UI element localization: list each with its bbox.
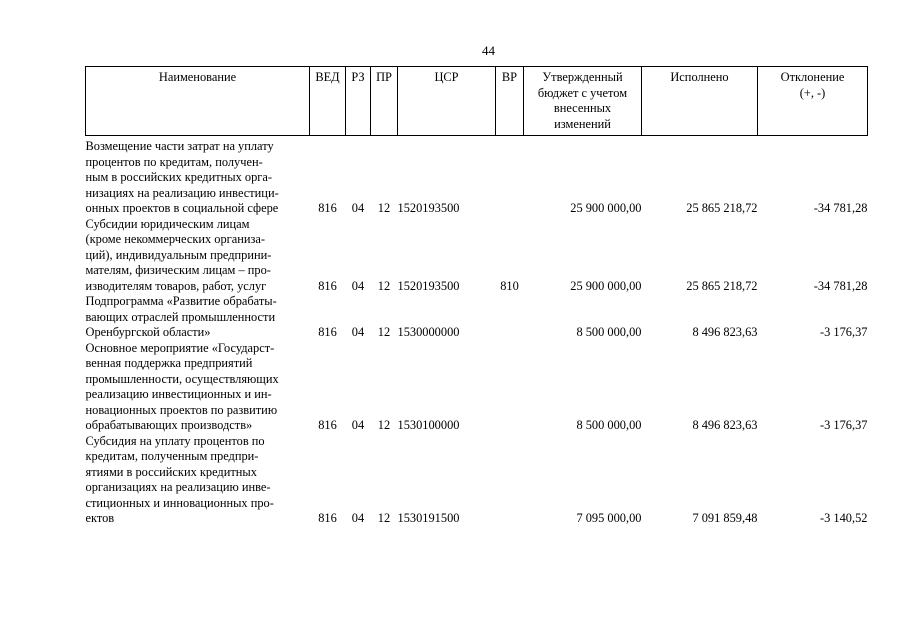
- header-approved: Утвержденный бюджет с учетом внесенных изменений: [524, 67, 642, 136]
- table-row: [86, 294, 868, 341]
- row-rz: 04: [351, 325, 365, 339]
- row-vr: [496, 434, 524, 527]
- row-vr: [496, 136, 524, 217]
- row-approved: 25 900 000,00: [570, 278, 642, 293]
- row-deviation: -34 781,28: [813, 278, 868, 293]
- row-name: Подпрограмма «Развитие обрабаты- вающих отраслей промышленности Оренбургской области»: [85, 294, 277, 339]
- row-pr: 12: [377, 418, 391, 432]
- header-executed: Исполнено: [642, 67, 758, 136]
- row-executed: 8 496 823,63: [692, 325, 758, 339]
- row-vr: 810: [500, 278, 519, 293]
- row-ved: 816: [318, 418, 337, 432]
- row-ved: 816: [318, 278, 337, 293]
- row-ved: 816: [318, 511, 337, 525]
- header-rz: РЗ: [346, 67, 371, 136]
- header-name: Наименование: [86, 67, 310, 136]
- table-row: [86, 341, 868, 434]
- row-approved: 8 500 000,00: [576, 325, 642, 339]
- header-vr: ВР: [496, 67, 524, 136]
- row-deviation: -34 781,28: [813, 201, 868, 215]
- row-ved: 816: [318, 201, 337, 215]
- row-pr: 12: [377, 325, 391, 339]
- row-deviation: -3 140,52: [820, 511, 868, 525]
- row-csr: 1530100000: [397, 418, 460, 432]
- row-deviation: -3 176,37: [820, 325, 868, 339]
- row-executed: 25 865 218,72: [686, 278, 758, 293]
- row-csr: 1530191500: [397, 511, 460, 525]
- row-rz: 04: [351, 418, 365, 432]
- row-pr: 12: [377, 511, 391, 525]
- header-pr: ПР: [371, 67, 398, 136]
- row-rz: 04: [351, 278, 365, 293]
- row-name: Основное мероприятие «Государст- венная поддержка предприятий промышленности, осуществляющих реализацию инвестиционных и ин- новационных проектов по развитию обрабатывающих производств»: [85, 340, 279, 432]
- budget-table: [85, 66, 868, 527]
- row-approved: 8 500 000,00: [576, 418, 642, 432]
- row-csr: 1530000000: [397, 325, 460, 339]
- header-csr: ЦСР: [398, 67, 496, 136]
- table-row: [86, 136, 868, 217]
- header-ved: ВЕД: [310, 67, 346, 136]
- page-number: 44: [482, 43, 495, 58]
- row-deviation: -3 176,37: [820, 418, 868, 432]
- row-name: Субсидии юридическим лицам (кроме некоммерческих организа- ций), индивидуальным предприни- мателям, физическим лицам – про- изводителям товаров, работ, услуг: [85, 216, 272, 293]
- row-ved: 816: [318, 325, 337, 339]
- row-vr: [496, 294, 524, 341]
- table-row: [86, 217, 868, 295]
- table-body: [86, 136, 868, 527]
- header-deviation: Отклонение (+, -): [758, 67, 868, 136]
- row-csr: 1520193500: [397, 201, 460, 215]
- row-pr: 12: [377, 201, 391, 215]
- row-executed: 7 091 859,48: [692, 511, 758, 525]
- row-rz: 04: [351, 511, 365, 525]
- row-executed: 8 496 823,63: [692, 418, 758, 432]
- row-rz: 04: [351, 201, 365, 215]
- row-csr: 1520193500: [397, 278, 460, 293]
- row-approved: 25 900 000,00: [570, 201, 642, 215]
- row-executed: 25 865 218,72: [686, 201, 758, 215]
- table-header: [86, 67, 868, 136]
- row-name: Возмещение части затрат на уплату процентов по кредитам, получен- ным в российских кредитных орга- низациях на реализацию инвестици- онных проектов в социальной сфере: [85, 139, 279, 215]
- row-pr: 12: [377, 278, 391, 293]
- table-row: [86, 434, 868, 527]
- row-vr: [496, 341, 524, 434]
- row-approved: 7 095 000,00: [576, 511, 642, 525]
- row-name: Субсидия на уплату процентов по кредитам, полученным предпри- ятиями в российских кредитных организациях на реализацию инве- стиционных и инновационных про- ектов: [85, 433, 274, 525]
